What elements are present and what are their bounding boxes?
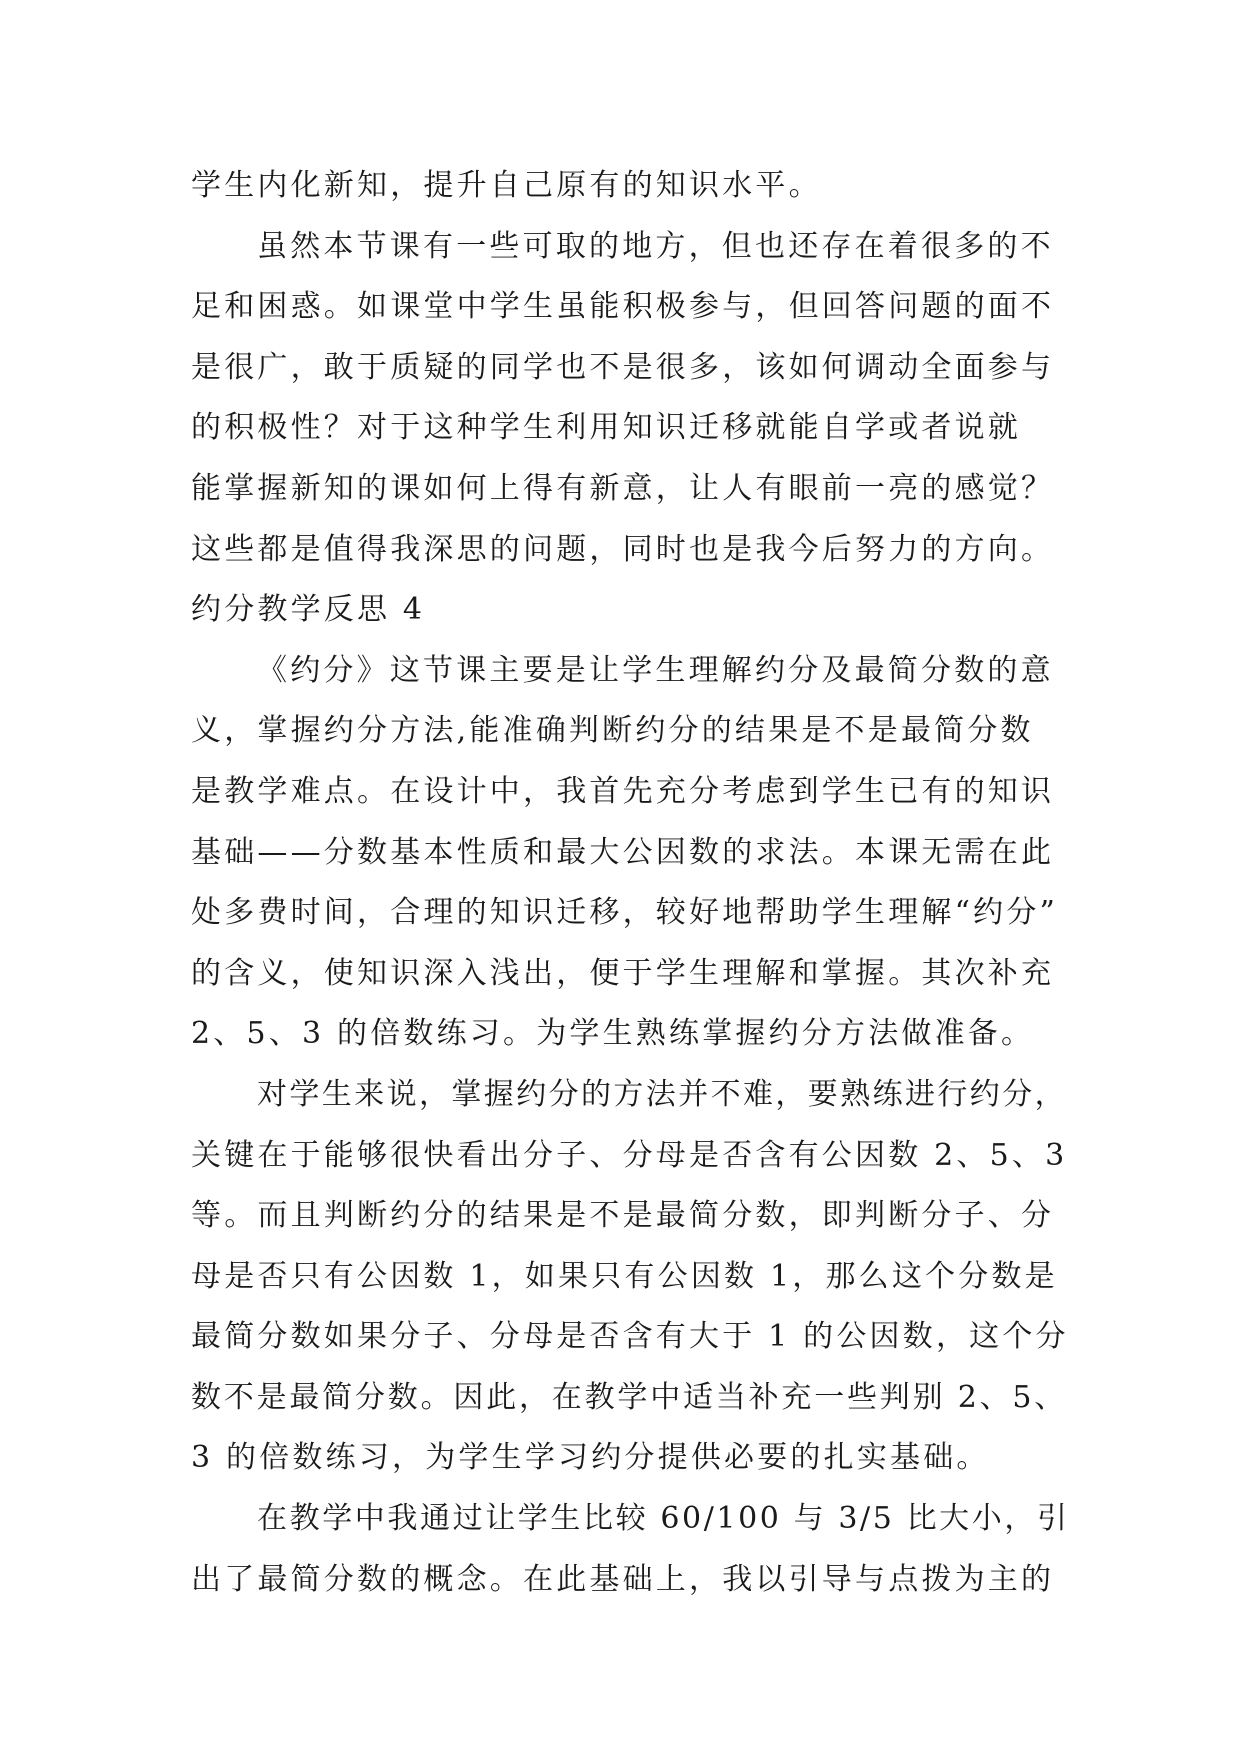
paragraph-start-line: 对学生来说，掌握约分的方法并不难，要熟练进行约分， [257, 1076, 1067, 1112]
text-line: 关键在于能够很快看出分子、分母是否含有公因数 2、5、3 [191, 1137, 1068, 1173]
paragraph-start-line: 在教学中我通过让学生比较 60/100 与 3/5 比大小，引 [257, 1501, 1070, 1537]
text-line: 的积极性？对于这种学生利用知识迁移就能自学或者说就 [191, 410, 1021, 446]
text-line: 学生内化新知，提升自己原有的知识水平。 [191, 168, 822, 203]
text-line: 出了最简分数的概念。在此基础上，我以引导与点拨为主的 [191, 1561, 1055, 1597]
text-line: 最简分数如果分子、分母是否含有大于 1 的公因数，这个分 [191, 1319, 1069, 1355]
text-line: 能掌握新知的课如何上得有新意，让人有眼前一亮的感觉？ [191, 470, 1055, 506]
text-line: 是很广，敢于质疑的同学也不是很多，该如何调动全面参与 [191, 349, 1055, 385]
text-line: 义，掌握约分方法,能准确判断约分的结果是不是最简分数 [191, 713, 1034, 749]
text-line: 的含义，使知识深入浅出，便于学生理解和掌握。其次补充 [191, 955, 1055, 991]
text-line: 足和困惑。如课堂中学生虽能积极参与，但回答问题的面不 [191, 289, 1055, 325]
paragraph-start-line: 《约分》这节课主要是让学生理解约分及最简分数的意 [257, 652, 1054, 688]
text-line: 是教学难点。在设计中，我首先充分考虑到学生已有的知识 [191, 773, 1055, 809]
text-line: 基础——分数基本性质和最大公因数的求法。本课无需在此 [191, 834, 1055, 870]
section-heading: 约分教学反思 4 [191, 592, 426, 628]
paragraph-start-line: 虽然本节课有一些可取的地方，但也还存在着很多的不 [257, 228, 1054, 264]
text-line: 母是否只有公因数 1，如果只有公因数 1，那么这个分数是 [191, 1258, 1058, 1294]
text-line: 等。而且判断约分的结果是不是最简分数，即判断分子、分 [191, 1198, 1055, 1234]
text-line: 数不是最简分数。因此，在教学中适当补充一些判别 2、5、 [191, 1379, 1068, 1415]
text-line: 这些都是值得我深思的问题，同时也是我今后努力的方向。 [191, 531, 1055, 567]
document-body [191, 156, 1071, 1610]
text-line: 3 的倍数练习，为学生学习约分提供必要的扎实基础。 [191, 1440, 990, 1476]
text-line: 2、5、3 的倍数练习。为学生熟练掌握约分方法做准备。 [191, 1016, 1035, 1052]
text-line: 处多费时间，合理的知识迁移，较好地帮助学生理解“约分” [191, 895, 1059, 931]
